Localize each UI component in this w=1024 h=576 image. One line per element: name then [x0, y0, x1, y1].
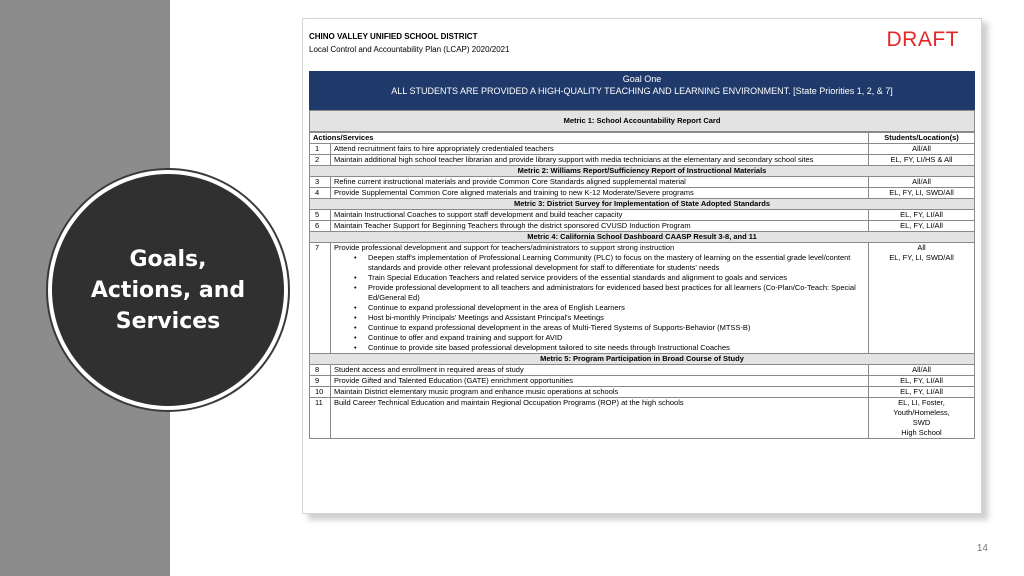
action-bullet-list — [334, 253, 865, 353]
row-students: EL, FY, LI, SWD/All — [869, 188, 975, 199]
row-action: Student access and enrollment in required areas of study — [331, 365, 869, 376]
metric-row — [310, 354, 975, 365]
slide-title-line: Goals, — [129, 246, 207, 272]
row-students-line: Youth/Homeless, — [893, 408, 950, 417]
action-bullet: • Train Special Education Teachers and related service providers of the essential standards and alignment to goals and services — [334, 273, 865, 283]
row-students: EL, FY, LI/All — [869, 387, 975, 398]
row-number: 4 — [310, 188, 331, 199]
district-name: CHINO VALLEY UNIFIED SCHOOL DISTRICT — [309, 32, 478, 41]
row-action: Refine current instructional materials and provide Common Core Standards aligned supplemental material — [331, 177, 869, 188]
row-action: Maintain Instructional Coaches to support staff development and build teacher capacity — [331, 210, 869, 221]
table-row — [310, 210, 975, 221]
action-bullet: • Continue to expand professional development in the areas of Multi-Tiered Systems of Supports-Behavior (MTSS-B) — [334, 323, 865, 333]
action-bullet: • Deepen staff's implementation of Professional Learning Community (PLC) to focus on the mastery of learning on the essential grade level/content standards and provide other relevant professional development for staff to differentiate for students' needs — [334, 253, 865, 273]
metric-row — [310, 166, 975, 177]
metric-header: Metric 2: Williams Report/Sufficiency Report of Instructional Materials — [310, 166, 975, 177]
table-row — [310, 177, 975, 188]
row-number: 7 — [310, 243, 331, 354]
table-row — [310, 144, 975, 155]
row-students-line: All — [917, 243, 926, 252]
row-students: EL, FY, LI/All — [869, 376, 975, 387]
slide-title-line: Services — [115, 308, 221, 334]
row-number: 3 — [310, 177, 331, 188]
row-students: EL, FY, LI/All — [869, 210, 975, 221]
row-number: 2 — [310, 155, 331, 166]
slide-title — [88, 244, 248, 337]
row-students — [869, 398, 975, 439]
row-action — [331, 243, 869, 354]
row-students-line: EL, LI, Foster, — [898, 398, 945, 407]
page-number: 14 — [976, 543, 988, 554]
plan-name: Local Control and Accountability Plan (LCAP) 2020/2021 — [309, 45, 510, 54]
draft-stamp: DRAFT — [886, 28, 959, 51]
row-action: Maintain District elementary music program and enhance music operations at schools — [331, 387, 869, 398]
action-bullet: • Continue to offer and expand training and support for AVID — [334, 333, 865, 343]
table-row — [310, 221, 975, 232]
metric-header: Metric 4: California School Dashboard CAASP Result 3-8, and 11 — [310, 232, 975, 243]
row-number: 6 — [310, 221, 331, 232]
row-students: EL, FY, LI/All — [869, 221, 975, 232]
table-row — [310, 155, 975, 166]
document-header — [309, 30, 510, 56]
row-students: EL, FY, LI/HS & All — [869, 155, 975, 166]
action-bullet: • Provide professional development to all teachers and administrators for evidenced based best practices for all learners (Co-Plan/Co-Teach: Special Ed/General Ed) — [334, 283, 865, 303]
table-row — [310, 243, 975, 354]
slide-title-line: Actions, and — [90, 277, 246, 303]
lcap-document — [302, 18, 982, 514]
row-number: 8 — [310, 365, 331, 376]
row-action: Maintain additional high school teacher librarian and provide library support with media technicians at the elementary and secondary school sites — [331, 155, 869, 166]
col-students-header: Students/Location(s) — [869, 133, 975, 144]
action-bullet: • Host bi-monthly Principals' Meetings and Assistant Principal's Meetings — [334, 313, 865, 323]
row-number: 11 — [310, 398, 331, 439]
metric-row — [310, 232, 975, 243]
row-action: Build Career Technical Education and maintain Regional Occupation Programs (ROP) at the high schools — [331, 398, 869, 439]
row-action: Maintain Teacher Support for Beginning Teachers through the district sponsored CVUSD Induction Program — [331, 221, 869, 232]
row-action: Provide Gifted and Talented Education (GATE) enrichment opportunities — [331, 376, 869, 387]
actions-table — [309, 132, 975, 439]
metric-header: Metric 3: District Survey for Implementation of State Adopted Standards — [310, 199, 975, 210]
table-row — [310, 365, 975, 376]
action-bullet: • Continue to expand professional development in the area of English Learners — [334, 303, 865, 313]
row-students-line: High School — [901, 428, 942, 437]
metric-header: Metric 1: School Accountability Report Card — [309, 110, 975, 132]
row-action: Provide Supplemental Common Core aligned materials and training to new K-12 Moderate/Severe programs — [331, 188, 869, 199]
row-students: All/All — [869, 365, 975, 376]
row-students-line: EL, FY, LI, SWD/All — [889, 253, 954, 262]
row-number: 5 — [310, 210, 331, 221]
metric-header: Metric 5: Program Participation in Broad Course of Study — [310, 354, 975, 365]
row-number: 10 — [310, 387, 331, 398]
row-students: All/All — [869, 144, 975, 155]
title-circle — [52, 174, 284, 406]
row-students-line: SWD — [912, 418, 931, 427]
action-bullet: • Continue to provide site based professional development tailored to site needs through Instructional Coaches — [334, 343, 865, 353]
table-row — [310, 387, 975, 398]
row-students — [869, 243, 975, 354]
col-actions-header: Actions/Services — [310, 133, 869, 144]
row-number: 1 — [310, 144, 331, 155]
table-row — [310, 398, 975, 439]
goal-banner — [309, 71, 975, 110]
row-action-text: Provide professional development and support for teachers/administrators to support strong instruction — [334, 243, 675, 252]
table-row — [310, 376, 975, 387]
row-action: Attend recruitment fairs to hire appropriately credentialed teachers — [331, 144, 869, 155]
goal-text: ALL STUDENTS ARE PROVIDED A HIGH-QUALITY TEACHING AND LEARNING ENVIRONMENT. [State Priorities 1, 2, & 7] — [391, 86, 893, 96]
row-students: All/All — [869, 177, 975, 188]
row-number: 9 — [310, 376, 331, 387]
table-row — [310, 188, 975, 199]
metric-row — [310, 199, 975, 210]
table-header-row — [310, 133, 975, 144]
goal-title: Goal One — [622, 74, 662, 84]
